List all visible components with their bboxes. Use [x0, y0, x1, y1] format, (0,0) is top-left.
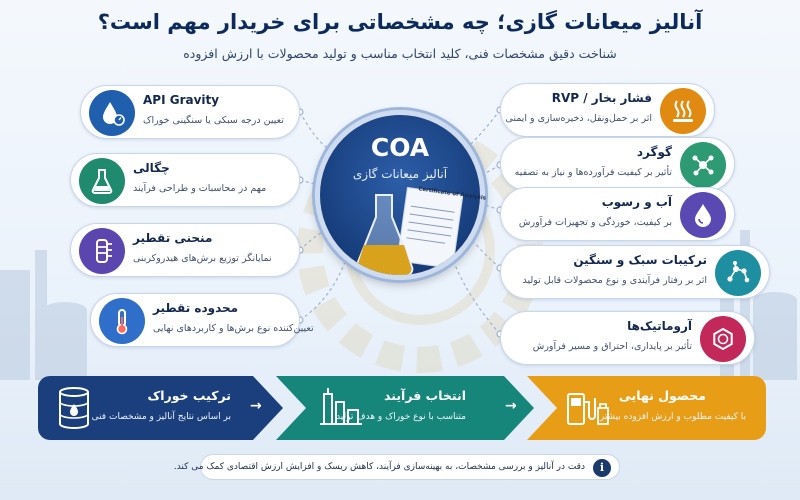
info-note-text: دقت در آنالیز و بررسی مشخصات، به بهینه‌سازی فرآیند، کاهش ریسک و افزایش ارزش اقتصادی کمک می کند. — [173, 462, 585, 472]
coa-sublabel: آنالیز میعانات گازی — [352, 167, 448, 181]
card-description: نمایانگر توزیع برش‌های هیدروکربنی — [133, 253, 272, 264]
card-description: مهم در محاسبات و طراحی فرآیند — [133, 183, 267, 194]
certificate-document-title: Certificate of Analysis — [417, 186, 487, 202]
card-description: بر کیفیت، خوردگی و تجهیزات فرآورش — [518, 217, 672, 228]
thermometer-icon — [99, 298, 145, 344]
card-title: گوگرد — [636, 145, 672, 159]
card-vapor-pressure — [500, 83, 715, 137]
droplet-gauge-icon — [89, 90, 135, 136]
card-title: چگالی — [133, 161, 170, 175]
arrow-right-icon: → — [250, 398, 262, 414]
card-api-gravity — [80, 85, 300, 139]
card-distillation-range — [90, 293, 314, 347]
card-title: محدوده تقطیر — [153, 301, 239, 315]
page-subtitle: شناخت دقیق مشخصات فنی، کلید انتخاب مناسب و تولید محصولات با ارزش افزوده — [183, 46, 617, 61]
card-light-heavy-compounds — [500, 245, 770, 299]
card-distillation-curve — [70, 223, 300, 277]
flow-description: با کیفیت مطلوب و ارزش افزوده بیشتر — [599, 412, 746, 422]
card-description: تأثیر بر پایداری، احتراق و مسیر فرآورش — [532, 341, 692, 352]
flow-step-process-selection — [276, 376, 526, 440]
molecule-icon — [680, 142, 726, 188]
fuel-pump-icon — [562, 384, 610, 432]
card-title: آروماتیک‌ها — [627, 319, 692, 333]
card-description: اثر بر حمل‌ونقل، ذخیره‌سازی و ایمنی — [505, 113, 652, 124]
card-title: آب و رسوب — [601, 195, 672, 209]
flow-description: متناسب با نوع خوراک و هدف تولید — [336, 412, 466, 422]
oil-barrel-icon — [52, 384, 100, 432]
flow-title: ترکیب خوراک — [147, 388, 231, 403]
vapor-heat-icon — [660, 88, 706, 134]
erlenmeyer-flask-icon — [342, 185, 472, 280]
flask-icon — [79, 158, 125, 204]
distillation-column-icon — [79, 228, 125, 274]
flow-title: انتخاب فرآیند — [384, 388, 466, 403]
card-aromatics — [500, 311, 755, 365]
arrow-right-icon: → — [505, 398, 517, 414]
benzene-ring-icon — [700, 316, 746, 362]
card-title: ترکیبات سبک و سنگین — [573, 253, 707, 267]
info-note — [173, 454, 620, 480]
coa-label: COA — [370, 133, 430, 162]
card-description: تأثیر بر کیفیت فرآورده‌ها و نیاز به تصفیه — [514, 167, 672, 178]
card-density — [70, 153, 300, 207]
card-title: فشار بخار / RVP — [551, 91, 652, 105]
card-sulfur — [500, 137, 735, 191]
card-water-sediment — [500, 187, 735, 241]
card-description: تعیین‌کننده نوع برش‌ها و کاربردهای نهایی — [153, 323, 314, 334]
info-icon: i — [593, 459, 611, 477]
flow-step-feed-composition — [38, 376, 273, 440]
water-drop-icon — [680, 192, 726, 238]
chemical-structure-icon — [715, 250, 761, 296]
card-title: API Gravity — [143, 93, 220, 107]
page-title: آنالیز میعانات گازی؛ چه مشخصاتی برای خریدار مهم است؟ — [97, 10, 703, 34]
flow-step-final-product — [530, 376, 766, 440]
card-description: تعیین درجه سبکی یا سنگینی خوراک — [143, 115, 284, 126]
card-description: اثر بر رفتار فرآیندی و نوع محصولات قابل تولید — [522, 275, 707, 286]
flow-description: بر اساس نتایج آنالیز و مشخصات فنی — [91, 412, 231, 422]
refinery-icon — [316, 384, 364, 432]
flow-title: محصول نهایی — [618, 388, 706, 403]
card-title: منحنی تقطیر — [133, 231, 213, 245]
